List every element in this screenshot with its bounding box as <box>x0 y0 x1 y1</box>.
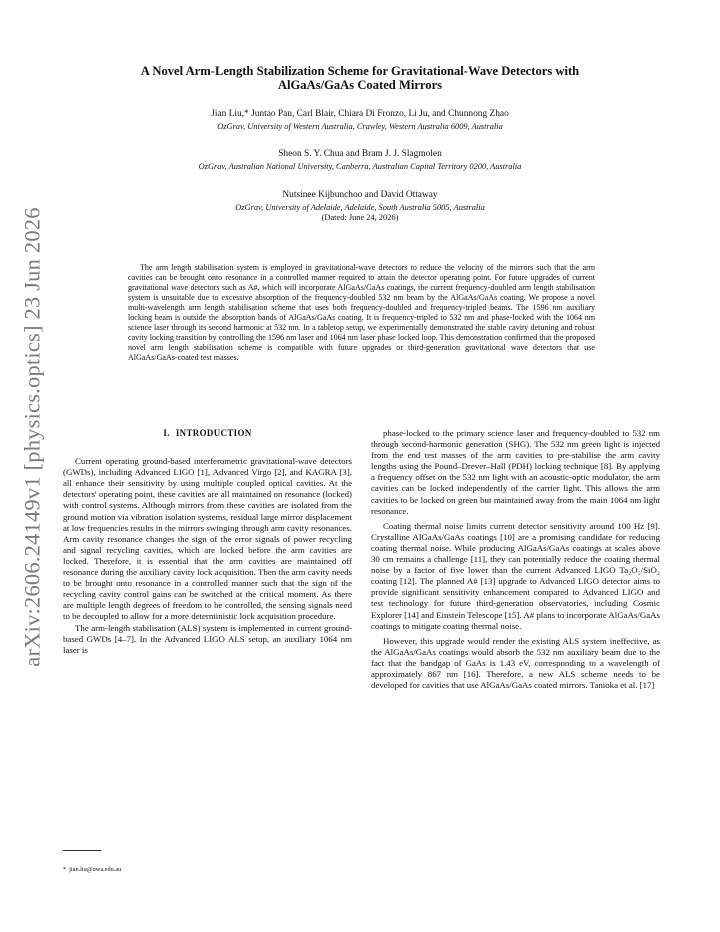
section-number: I. <box>163 428 170 438</box>
date-line: (Dated: June 24, 2026) <box>321 213 399 222</box>
column-right <box>371 428 660 691</box>
section-heading <box>63 428 352 439</box>
title-line-1: A Novel Arm-Length Stabilization Scheme for Gravitational-Wave Detectors with <box>140 64 580 78</box>
right-paragraph-2: Coating thermal noise limits current detector sensitivity around 100 Hz [9]. Crystalline AlGaAs/GaAs coatings [10] are a promising candidate for reducing coating thermal noise. While producing AlGaAs/GaAs coatings at scales above 30 cm remains a challenge [11], they can potentially reduce the coating thermal noise by a factor of five lower than the current Advanced LIGO Ta₂O₅/SiO₂ coating [12]. The planned A# [13] upgrade to Advanced LIGO detector aims to provide significant sensitivity enhancement compared to Advanced LIGO and test technology for future third-generation observatories, including Cosmic Explorer [14] and Einstein Telescope [15]. A# plans to incorporate AlGaAs/GaAs coatings to mitigate coating thermal noise. <box>371 520 660 631</box>
paper-title <box>60 64 660 92</box>
author-list-3: Nutsinee Kijbunchoo and David Ottaway <box>282 190 438 200</box>
right-paragraph-1: phase-locked to the primary science laser and frequency-doubled to 532 nm through second-harmonic generation (SHG). The 532 nm green light is injected from the end test masses of the arm cavities to pre-stabilise the arm cavity lengths using the Pound–Drever–Hall (PDH) locking technique [8]. By applying a frequency offset on the 532 nm light with an acoustic-optic modulator, the arm cavities can be locked independently of the carrier light. This allows the arm cavities to be locked on green but maintained away from the main 1064 nm light resonance. <box>371 428 660 516</box>
title-line-2: AlGaAs/GaAs Coated Mirrors <box>277 78 443 92</box>
author-list-2: Sheon S. Y. Chua and Bram J. J. Slagmolen <box>278 149 442 159</box>
affiliation-3: OzGrav, University of Adelaide, Adelaide, South Australia 5005, Australia <box>235 203 485 212</box>
author-list-1: Jian Liu,* Juntao Pan, Carl Blair, Chiara Di Fronzo, Li Ju, and Chunnong Zhao <box>211 109 509 119</box>
affiliation-2: OzGrav, Australian National University, Canberra, Australian Capital Territory 0200, Australia <box>198 162 522 171</box>
right-paragraph-3: However, this upgrade would render the existing ALS system ineffective, as the AlGaAs/GaAs coatings would absorb the 532 nm auxiliary beam due to the fact that the bandgap of GaAs is 1.43 eV, corresponding to a wavelength of approximately 867 nm [16]. Therefore, a new ALS scheme needs to be developed for cavities that use AlGaAs/GaAs coated mirrors. Tanioka et al. [17] <box>371 635 660 691</box>
footnote <box>63 866 352 874</box>
footnote-mark: * <box>63 866 67 873</box>
abstract: The arm length stabilisation system is employed in gravitational-wave detectors to reduce the velocity of the mirrors such that the arm cavities can be brought onto resonance in a controlled manner required to attain the detector operating point. For future upgrades of current gravitational wave detectors such as A#, which will incorporate AlGaAs/GaAs coatings, the current frequency-doubled arm length stabilisation system is unsuitable due to excessive absorption of the frequency-doubled 532 nm beam by the AlGaAs/GaAs coating. We propose a novel multi-wavelength arm length stabilisation scheme that uses both frequency-doubled and frequency-tripled beams. The 1596 nm auxiliary locking beam is outside the absorption bands of AlGaAs/GaAs coating. It is frequency-tripled to 532 nm and phase-locked with the 1064 nm science laser through its second harmonic at 532 nm. In a tabletop setup, we experimentally demonstrated the stable cavity detuning and robust cavity locking transition by controlling the 1596 nm laser and 1064 nm laser phase locked loop. This demonstration confirmed that the proposed novel arm length stabilisation scheme is compatible with future upgrades or third-generation gravitational wave detectors that use AlGaAs/GaAs-coated test masses. <box>128 263 595 362</box>
column-left <box>63 428 352 656</box>
left-paragraph-2: The arm-length stabilisation (ALS) system is implemented in current ground-based GWDs [4–7]. In the Advanced LIGO ALS setup, an auxiliary 1064 nm laser is <box>63 622 352 655</box>
footnote-email[interactable]: jian.liu@uwa.edu.au <box>69 866 122 873</box>
footnote-rule <box>63 850 101 851</box>
section-title: INTRODUCTION <box>175 428 252 438</box>
arxiv-id: arXiv:2606.24149v1 [physics.optics] 23 Jun 2026 <box>20 207 45 667</box>
affiliation-1: OzGrav, University of Western Australia, Crawley, Western Australia 6009, Australia <box>217 122 503 131</box>
arxiv-stamp <box>16 207 50 667</box>
left-paragraph-1: Current operating ground-based interferometric gravitational-wave detectors (GWDs), including Advanced LIGO [1], Advanced Virgo [2], and KAGRA [3], all enhance their sensitivity by using multiple coupled optical cavities. At the detectors' operating point, these cavities are all maintained on resonance (locked) with control systems. Although mirrors from these cavities are isolated from the ground motion via vibration isolation systems, residual large mirror displacement at low frequencies results in the mirrors swinging through arm cavity resonances. Arm cavity resonance changes the sign of the error signals of power recycling and signal recycling cavities, which are locked before the arm cavities are locked. Therefore, it is essential that the arm cavities are maintained off resonance during the auxiliary cavity lock acquisition. Then the arm cavity needs to be brought onto resonance in a controlled manner such that the sign of the recycling cavity control gains can be switched at the critical moment. As there are multiple length degrees of freedom to be controlled, the sensing signals need to be decoupled to allow for a more deterministic lock acquisition procedure. <box>63 456 352 622</box>
